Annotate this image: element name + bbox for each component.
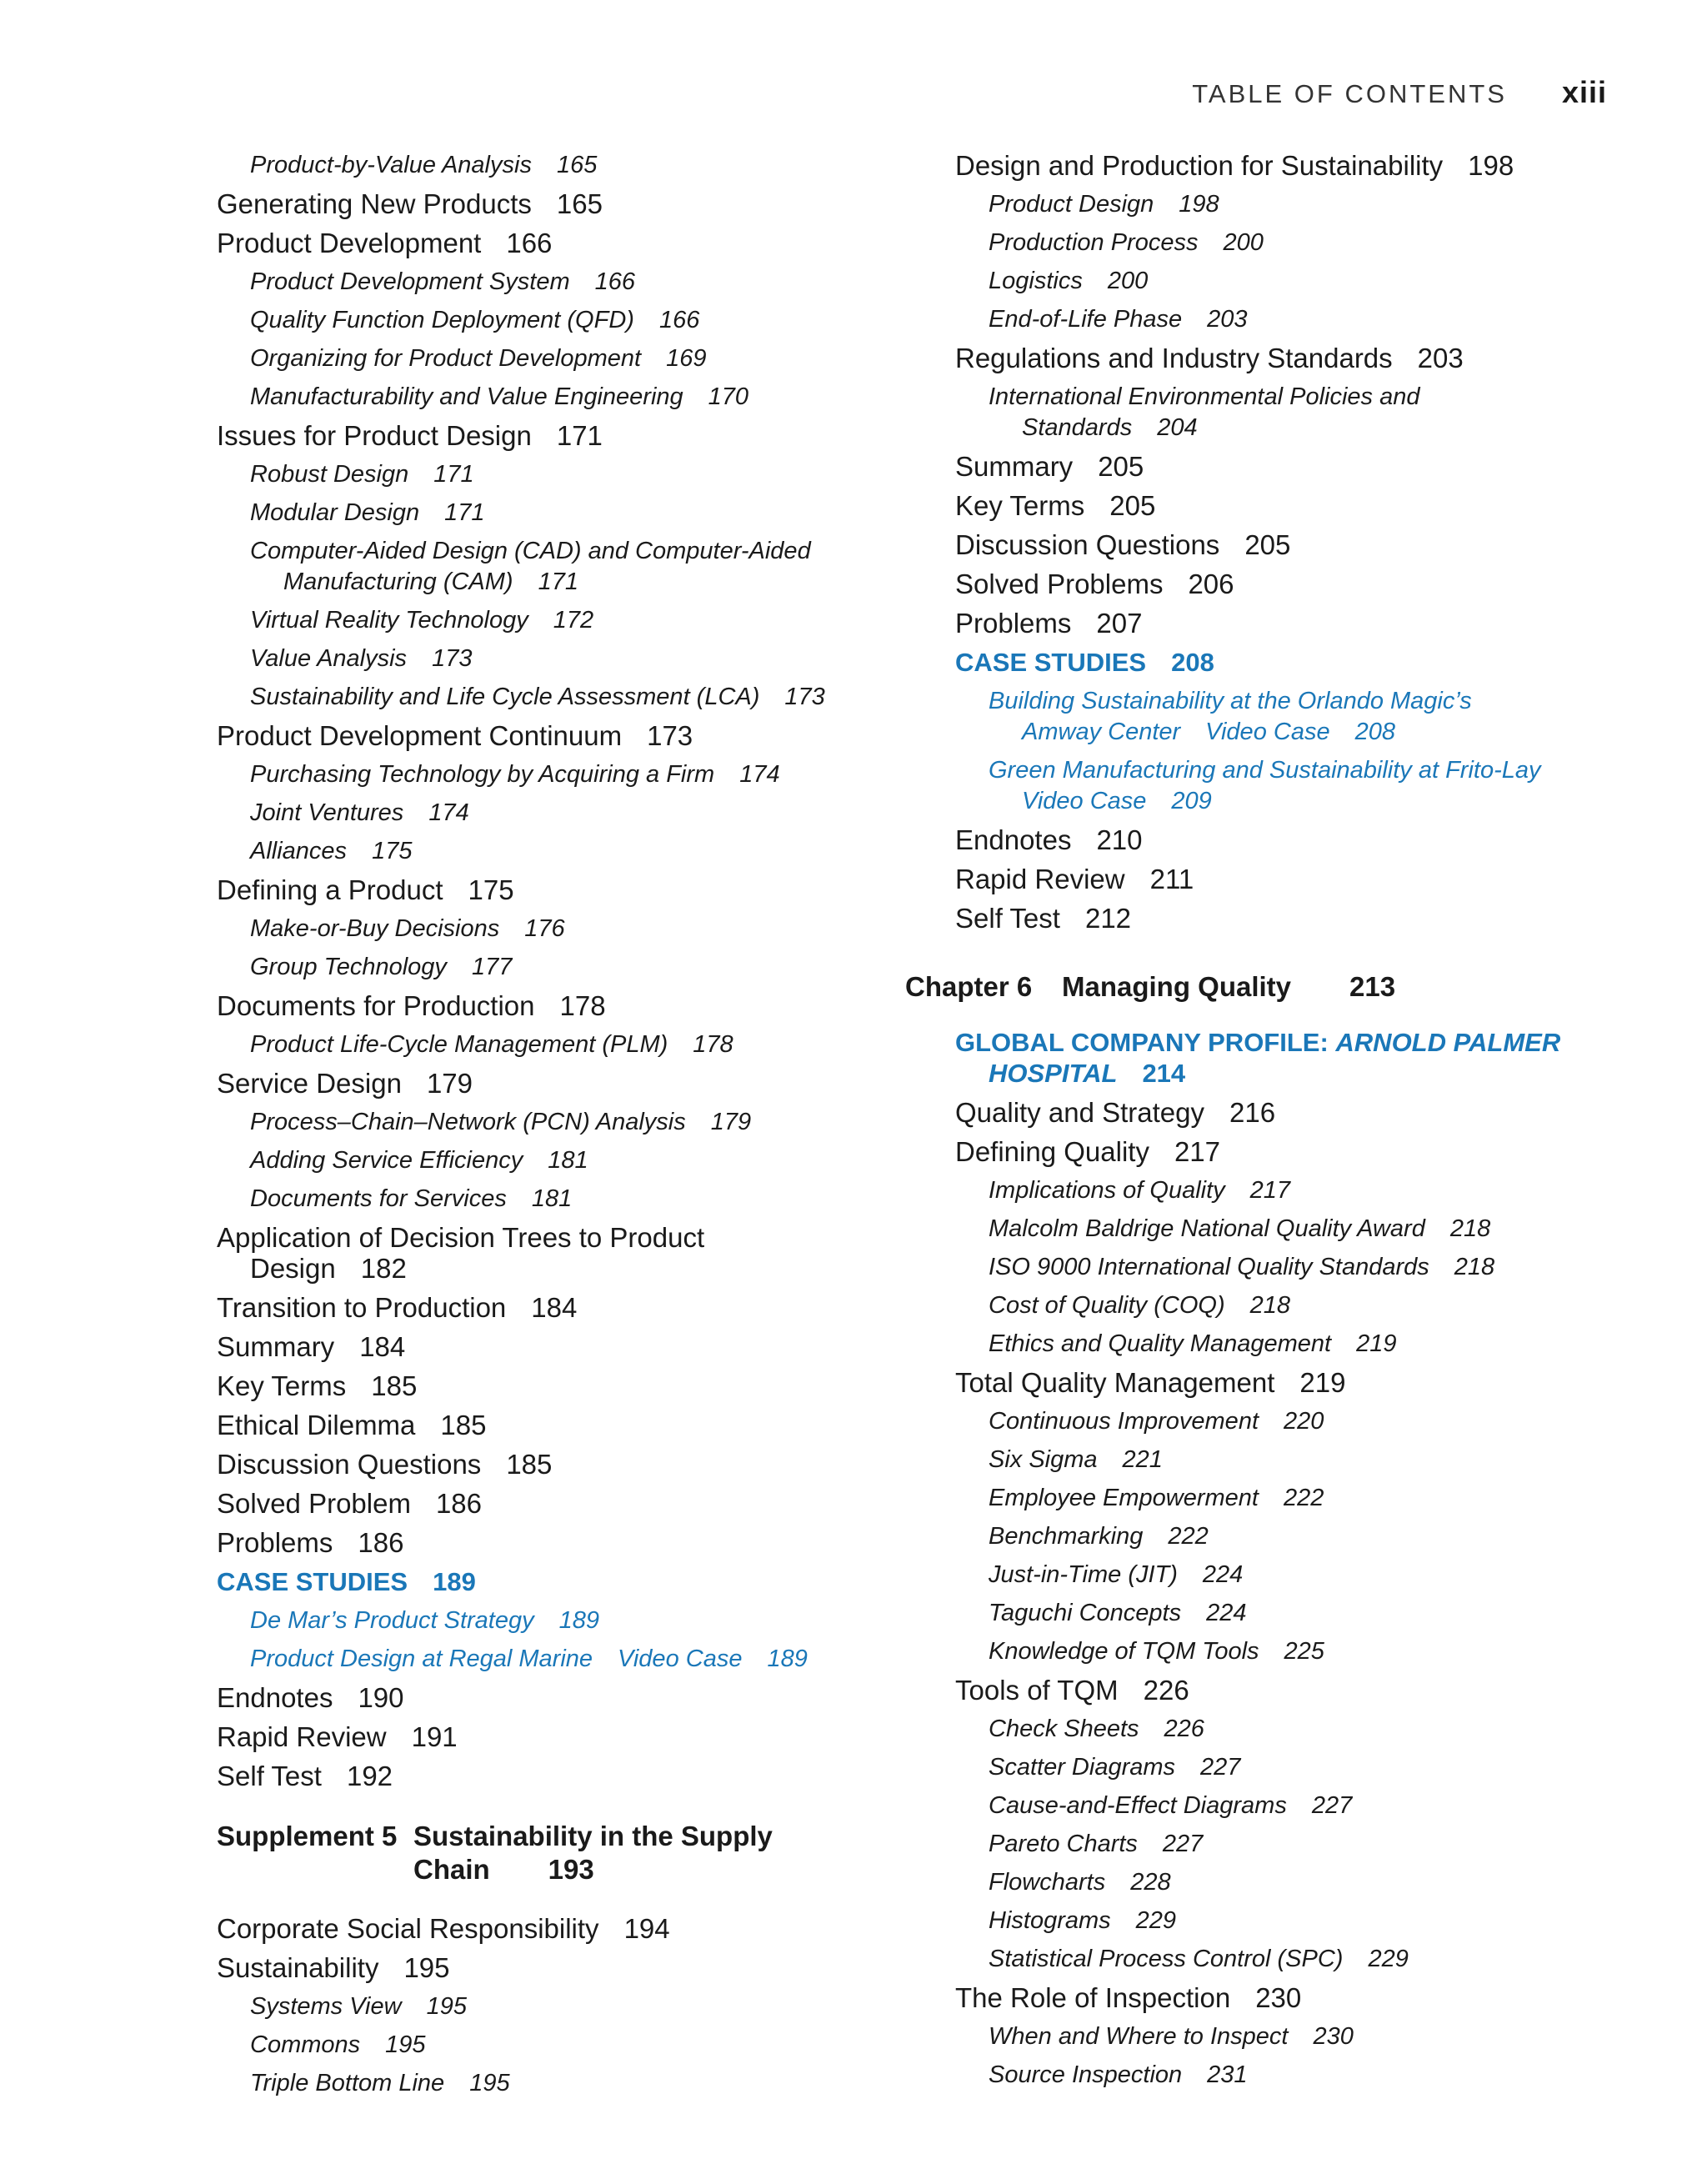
gcp-line-2: [955, 1058, 1622, 1089]
entry-title: Product-by-Value Analysis: [250, 152, 532, 178]
entry-page: 203: [1207, 306, 1248, 333]
entry-title: Computer-Aided Design (CAD) and Computer-Aided Manufacturing (CAM): [250, 538, 811, 595]
toc-entry: [905, 2021, 1622, 2052]
toc-entry: [217, 1991, 884, 2022]
entry-page: 177: [471, 954, 513, 980]
toc-entry: [905, 343, 1622, 373]
entry-title: Defining Quality: [955, 1136, 1149, 1167]
toc-entry: [905, 1560, 1622, 1590]
toc-entry: [905, 1329, 1622, 1360]
entry-title: Discussion Questions: [217, 1449, 482, 1480]
entry-page: 227: [1311, 1792, 1353, 1819]
toc-entry: [905, 608, 1622, 639]
entry-title: Process–Chain–Network (PCN) Analysis: [250, 1109, 686, 1135]
toc-entry: [217, 1107, 884, 1138]
entry-title: Systems View: [250, 1993, 402, 2020]
toc-entry: [905, 569, 1622, 599]
entry-title: Problems: [217, 1527, 333, 1558]
entry-title: CASE STUDIES: [955, 648, 1147, 677]
entry-page: 204: [1157, 414, 1198, 441]
page-number: xiii: [1561, 75, 1607, 109]
entry-title: When and Where to Inspect: [989, 2023, 1289, 2050]
toc-entry: [217, 874, 884, 905]
entry-page: 170: [708, 383, 749, 410]
entry-page: 222: [1168, 1523, 1209, 1550]
entry-page: 185: [440, 1410, 487, 1440]
entry-page: 165: [556, 152, 598, 178]
entry-page: 209: [1171, 788, 1212, 814]
entry-page: 189: [433, 1567, 476, 1596]
entry-title: Application of Decision Trees to Product Design: [217, 1222, 705, 1284]
gcp-page: 214: [1142, 1059, 1186, 1088]
toc-entry: [905, 1097, 1622, 1128]
toc-entry: [905, 864, 1622, 894]
toc-left-column: [217, 150, 884, 2106]
entry-page: 195: [385, 2031, 426, 2058]
toc-entry: [905, 451, 1622, 482]
entry-page: 172: [553, 607, 594, 634]
toc-entry: [217, 914, 884, 944]
toc-entry: [905, 1982, 1622, 2013]
entry-page: 218: [1249, 1292, 1291, 1319]
entry-page: 171: [444, 499, 485, 526]
entry-title: Adding Service Efficiency: [250, 1147, 523, 1174]
gcp-company: ARNOLD PALMER: [1335, 1028, 1561, 1057]
entry-title: Malcolm Baldrige National Quality Award: [989, 1215, 1425, 1242]
entry-title: Total Quality Management: [955, 1367, 1275, 1398]
entry-title: Organizing for Product Development: [250, 345, 642, 372]
entry-title: Logistics: [989, 268, 1083, 294]
entry-page: 182: [360, 1253, 407, 1284]
entry-title: Product Life-Cycle Management (PLM): [250, 1031, 668, 1058]
toc-entry: [905, 2060, 1622, 2091]
entry-title: International Environmental Policies and Standards: [989, 383, 1420, 441]
entry-page: 194: [623, 1913, 670, 1944]
toc-entry: [217, 720, 884, 751]
toc-entry: [905, 1867, 1622, 1898]
entry-page: 166: [658, 307, 700, 333]
entry-page: 198: [1468, 150, 1514, 181]
entry-page: 230: [1255, 1982, 1302, 2013]
entry-title: Ethical Dilemma: [217, 1410, 416, 1440]
entry-title: Transition to Production: [217, 1292, 507, 1323]
entry-title: Service Design: [217, 1068, 402, 1099]
entry-title: Rapid Review: [955, 864, 1125, 894]
entry-page: 230: [1313, 2023, 1354, 2050]
case-studies-heading: [217, 1566, 884, 1597]
gcp-line-1: [955, 1028, 1560, 1057]
entry-video-case: Video Case: [1205, 719, 1330, 745]
toc-entry: [905, 1445, 1622, 1475]
toc-entry: [217, 150, 884, 181]
chapter-label: Supplement 5: [217, 1821, 398, 1851]
toc-entry: [217, 952, 884, 983]
case-studies-heading: [905, 647, 1622, 678]
chapter-page: 213: [1349, 971, 1396, 1002]
entry-page: 216: [1229, 1097, 1276, 1128]
entry-title: Solved Problem: [217, 1488, 411, 1519]
toc-entry: [905, 1636, 1622, 1667]
entry-page: 185: [371, 1370, 418, 1401]
toc-entry: [905, 1675, 1622, 1706]
entry-title: Rapid Review: [217, 1721, 387, 1752]
toc-entry: [217, 798, 884, 829]
entry-page: 220: [1284, 1408, 1324, 1435]
toc-entry: [905, 1483, 1622, 1514]
toc-entry: [217, 2030, 884, 2061]
toc-entry: [217, 343, 884, 374]
toc-entry: [217, 990, 884, 1021]
entry-title: Self Test: [955, 903, 1060, 934]
toc-entry: [217, 1913, 884, 1944]
entry-title: Flowcharts: [989, 1869, 1106, 1896]
entry-page: 211: [1149, 864, 1194, 894]
entry-title: Group Technology: [250, 954, 447, 980]
entry-page: 203: [1417, 343, 1464, 373]
entry-page: 222: [1283, 1485, 1324, 1511]
toc-entry: [217, 1222, 884, 1284]
entry-title: Product Design: [989, 191, 1154, 218]
entry-page: 166: [594, 268, 636, 295]
toc-entry: [905, 1252, 1622, 1283]
entry-page: 221: [1122, 1446, 1163, 1473]
entry-title: Manufacturability and Value Engineering: [250, 383, 683, 410]
entry-title: Problems: [955, 608, 1072, 639]
entry-page: 195: [403, 1952, 450, 1983]
toc-entry: [905, 529, 1622, 560]
toc-entry: [217, 1068, 884, 1099]
entry-title: Sustainability: [217, 1952, 379, 1983]
entry-title: Cause-and-Effect Diagrams: [989, 1792, 1287, 1819]
entry-title: Building Sustainability at the Orlando Magic’s Amway Center: [989, 688, 1472, 745]
entry-title: Documents for Services: [250, 1185, 507, 1212]
entry-page: 195: [426, 1993, 467, 2020]
toc-entry: [217, 2068, 884, 2099]
entry-page: 227: [1162, 1831, 1204, 1857]
entry-page: 166: [506, 228, 553, 258]
toc-entry: [905, 1136, 1622, 1167]
entry-page: 189: [767, 1646, 808, 1672]
entry-title: Six Sigma: [989, 1446, 1098, 1473]
entry-title: Issues for Product Design: [217, 420, 532, 451]
toc-entry: [905, 1791, 1622, 1821]
toc-entry: [905, 228, 1622, 258]
toc-entry: [217, 228, 884, 258]
entry-title: Taguchi Concepts: [989, 1600, 1182, 1626]
toc-entry: [217, 1488, 884, 1519]
entry-page: 208: [1354, 719, 1395, 745]
toc-entry: [217, 1644, 884, 1675]
entry-page: 173: [647, 720, 693, 751]
entry-page: 190: [358, 1682, 404, 1713]
entry-page: 181: [531, 1185, 573, 1212]
toc-entry: [905, 1944, 1622, 1975]
entry-page: 179: [710, 1109, 752, 1135]
toc-entry: [905, 304, 1622, 335]
entry-title: Histograms: [989, 1907, 1111, 1934]
global-company-profile-entry: [905, 1027, 1622, 1089]
entry-title: Quality Function Deployment (QFD): [250, 307, 634, 333]
entry-page: 169: [666, 345, 707, 372]
entry-page: 229: [1368, 1946, 1409, 1972]
entry-page: 178: [693, 1031, 733, 1058]
toc-entry: [905, 755, 1622, 817]
toc-entry: [217, 1370, 884, 1401]
entry-page: 174: [739, 761, 780, 788]
entry-page: 210: [1096, 824, 1143, 855]
entry-title: Green Manufacturing and Sustainability at Frito-Lay Video Case: [989, 757, 1541, 814]
toc-entry: [905, 824, 1622, 855]
entry-title: Joint Ventures: [250, 799, 404, 826]
toc-entry: [217, 267, 884, 298]
entry-page: 218: [1449, 1215, 1491, 1242]
gcp-prefix: GLOBAL COMPANY PROFILE:: [955, 1028, 1336, 1057]
toc-entry: [905, 382, 1622, 443]
toc-entry: [217, 1145, 884, 1176]
entry-page: 171: [556, 420, 603, 451]
entry-page: 212: [1084, 903, 1132, 934]
toc-entry: [217, 1184, 884, 1215]
toc-entry: [217, 1761, 884, 1791]
entry-title: Knowledge of TQM Tools: [989, 1638, 1259, 1665]
entry-page: 226: [1164, 1716, 1204, 1742]
entry-page: 198: [1179, 191, 1219, 218]
toc-entry: [217, 682, 884, 713]
entry-title: Quality and Strategy: [955, 1097, 1204, 1128]
entry-page: 184: [531, 1292, 578, 1323]
entry-page: 207: [1096, 608, 1143, 639]
toc-entry: [217, 1605, 884, 1636]
entry-title: Purchasing Technology by Acquiring a Firm: [250, 761, 715, 788]
entry-page: 189: [558, 1607, 600, 1634]
entry-title: Pareto Charts: [989, 1831, 1138, 1857]
entry-title: Check Sheets: [989, 1716, 1139, 1742]
toc-entry: [217, 1331, 884, 1362]
entry-page: 184: [359, 1331, 406, 1362]
entry-title: CASE STUDIES: [217, 1567, 408, 1596]
running-header: [1192, 75, 1607, 110]
entry-page: 227: [1200, 1754, 1241, 1781]
entry-title: Source Inspection: [989, 2061, 1183, 2088]
entry-title: Tools of TQM: [955, 1675, 1119, 1706]
entry-title: Cost of Quality (COQ): [989, 1292, 1225, 1319]
entry-title: Solved Problems: [955, 569, 1164, 599]
entry-page: 224: [1206, 1600, 1247, 1626]
entry-page: 192: [346, 1761, 393, 1791]
entry-title: Product Design at Regal Marine: [250, 1646, 593, 1672]
entry-page: 191: [411, 1721, 458, 1752]
entry-title: Corporate Social Responsibility: [217, 1913, 599, 1944]
entry-page: 171: [433, 461, 474, 488]
toc-entry: [217, 605, 884, 636]
toc-entry: [905, 490, 1622, 521]
toc-entry: [905, 1406, 1622, 1437]
entry-title: Product Development System: [250, 268, 570, 295]
toc-right-column: [905, 150, 1622, 2098]
toc-entry: [217, 188, 884, 219]
entry-title: Defining a Product: [217, 874, 443, 905]
entry-page: 231: [1207, 2061, 1248, 2088]
toc-entry: [905, 150, 1622, 181]
gcp-company-cont: HOSPITAL: [989, 1059, 1118, 1088]
entry-title: Triple Bottom Line: [250, 2070, 445, 2096]
entry-title: Production Process: [989, 229, 1199, 256]
toc-entry: [905, 1752, 1622, 1783]
entry-title: Product Development Continuum: [217, 720, 623, 751]
entry-title: Benchmarking: [989, 1523, 1144, 1550]
entry-title: Scatter Diagrams: [989, 1754, 1176, 1781]
entry-title: Key Terms: [217, 1370, 347, 1401]
entry-title: Alliances: [250, 838, 348, 864]
entry-title: Make-or-Buy Decisions: [250, 915, 500, 942]
entry-title: Sustainability and Life Cycle Assessment (LCA): [250, 684, 760, 710]
entry-title: ISO 9000 International Quality Standards: [989, 1254, 1429, 1280]
toc-entry: [217, 1952, 884, 1983]
entry-title: Virtual Reality Technology: [250, 607, 528, 634]
entry-page: 175: [372, 838, 413, 864]
toc-entry: [217, 498, 884, 528]
entry-page: 226: [1143, 1675, 1189, 1706]
entry-title: Robust Design: [250, 461, 409, 488]
toc-entry: [217, 536, 884, 598]
entry-page: 165: [556, 188, 603, 219]
toc-entry: [217, 836, 884, 867]
toc-entry: [217, 305, 884, 336]
toc-entry: [905, 1175, 1622, 1206]
toc-entry: [905, 266, 1622, 297]
chapter-heading: [217, 1820, 884, 1886]
entry-title: Summary: [955, 451, 1074, 482]
toc-entry: [905, 1521, 1622, 1552]
entry-page: 225: [1284, 1638, 1324, 1665]
entry-title: Discussion Questions: [955, 529, 1220, 560]
entry-title: Generating New Products: [217, 188, 532, 219]
toc-entry: [905, 903, 1622, 934]
entry-page: 195: [469, 2070, 510, 2096]
entry-title: Continuous Improvement: [989, 1408, 1259, 1435]
entry-title: Employee Empowerment: [989, 1485, 1259, 1511]
entry-page: 208: [1171, 648, 1214, 677]
chapter-heading: [905, 970, 1622, 1004]
entry-page: 219: [1356, 1330, 1397, 1357]
entry-page: 179: [426, 1068, 473, 1099]
entry-page: 173: [432, 645, 473, 672]
toc-entry: [905, 1598, 1622, 1629]
toc-entry: [217, 382, 884, 413]
toc-entry: [217, 1721, 884, 1752]
toc-entry: [905, 1214, 1622, 1245]
toc-entry: [217, 1682, 884, 1713]
chapter-page: 193: [548, 1854, 594, 1885]
entry-title: Modular Design: [250, 499, 420, 526]
entry-page: 175: [468, 874, 514, 905]
entry-title: Design and Production for Sustainability: [955, 150, 1444, 181]
entry-title: Ethics and Quality Management: [989, 1330, 1332, 1357]
entry-title: Endnotes: [217, 1682, 333, 1713]
toc-entry: [217, 459, 884, 490]
toc-entry: [217, 1410, 884, 1440]
entry-title: Self Test: [217, 1761, 322, 1791]
toc-entry: [217, 1449, 884, 1480]
entry-title: Regulations and Industry Standards: [955, 343, 1393, 373]
toc-entry: [905, 1367, 1622, 1398]
toc-entry: [905, 189, 1622, 220]
entry-page: 228: [1130, 1869, 1171, 1896]
entry-page: 186: [358, 1527, 404, 1558]
toc-entry: [905, 1290, 1622, 1321]
entry-page: 181: [548, 1147, 588, 1174]
entry-title: End-of-Life Phase: [989, 306, 1183, 333]
toc-entry: [217, 1527, 884, 1558]
entry-page: 185: [506, 1449, 553, 1480]
entry-page: 217: [1174, 1136, 1221, 1167]
entry-page: 219: [1299, 1367, 1346, 1398]
entry-page: 186: [435, 1488, 483, 1519]
entry-page: 178: [559, 990, 606, 1021]
chapter-label: Chapter 6: [905, 971, 1033, 1002]
entry-video-case: Video Case: [618, 1646, 743, 1672]
entry-title: Endnotes: [955, 824, 1072, 855]
entry-page: 224: [1202, 1561, 1244, 1588]
chapter-title: Managing Quality 213: [1062, 971, 1396, 1002]
toc-entry: [217, 1292, 884, 1323]
entry-page: 176: [524, 915, 565, 942]
entry-title: Commons: [250, 2031, 361, 2058]
chapter-title: Sustainability in the Supply Chain 193: [413, 1821, 773, 1885]
entry-page: 206: [1188, 569, 1234, 599]
entry-page: 173: [784, 684, 825, 710]
entry-title: Statistical Process Control (SPC): [989, 1946, 1344, 1972]
entry-title: Summary: [217, 1331, 335, 1362]
toc-entry: [905, 1829, 1622, 1860]
entry-page: 217: [1249, 1177, 1291, 1204]
entry-title: Documents for Production: [217, 990, 535, 1021]
entry-page: 174: [428, 799, 469, 826]
entry-page: 218: [1454, 1254, 1495, 1280]
entry-page: 200: [1223, 229, 1264, 256]
entry-page: 205: [1244, 529, 1291, 560]
toc-entry: [905, 1906, 1622, 1936]
entry-page: 205: [1109, 490, 1156, 521]
entry-title: The Role of Inspection: [955, 1982, 1231, 2013]
toc-entry: [217, 759, 884, 790]
entry-page: 205: [1098, 451, 1144, 482]
section-title: TABLE OF CONTENTS: [1192, 79, 1507, 108]
toc-entry: [905, 686, 1622, 748]
entry-page: 200: [1107, 268, 1149, 294]
entry-page: 229: [1135, 1907, 1177, 1934]
toc-entry: [905, 1714, 1622, 1745]
entry-title: De Mar’s Product Strategy: [250, 1607, 534, 1634]
entry-title: Implications of Quality: [989, 1177, 1225, 1204]
entry-title: Key Terms: [955, 490, 1085, 521]
entry-title: Value Analysis: [250, 645, 408, 672]
entry-title: Product Development: [217, 228, 482, 258]
toc-entry: [217, 1029, 884, 1060]
toc-entry: [217, 644, 884, 674]
toc-entry: [217, 420, 884, 451]
entry-page: 171: [538, 569, 578, 595]
entry-title: Just-in-Time (JIT): [989, 1561, 1178, 1588]
